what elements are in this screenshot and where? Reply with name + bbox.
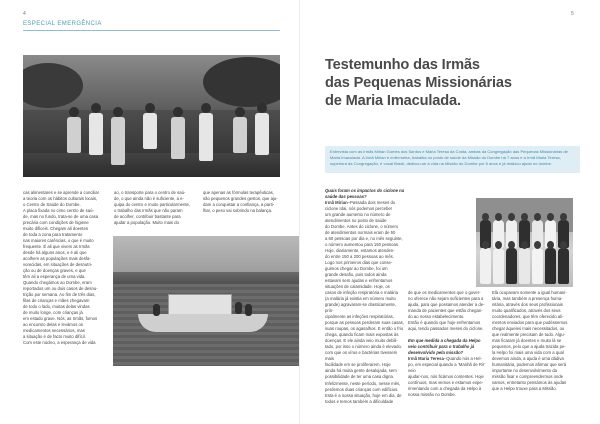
text-line: de muito longe, com crianças já [23, 310, 83, 316]
text-line: todos e temos também a dificuldade [325, 398, 394, 404]
photo-person-head [173, 107, 183, 117]
text-line: que apenas as fórmulas terapêuticas, [203, 190, 274, 195]
right-page-number: 5 [571, 11, 574, 17]
text-line: trição por semana. Ao fim de três dias, [23, 292, 96, 298]
text-line: o Centro de Saúde do Dombe. [23, 202, 81, 208]
text-line: quipa do centro e muito particularmente, [114, 202, 191, 208]
photo-shore [113, 272, 300, 284]
photo-group-face [495, 241, 502, 249]
text-line: do entre 150 a 200 pessoas ao mês. [325, 254, 394, 260]
text-line: Infelizmente, neste período, nesse mês, [325, 380, 401, 386]
text-line: chega, quando ficam mais expostas às [325, 332, 399, 338]
text-line: Com este núcleo, a esperança de vida [23, 340, 96, 346]
text-line: de acolher, contribuir bastante para [114, 214, 181, 220]
text-line: lhar, o peso vai sobrindo na balança. [203, 208, 273, 214]
text-line: –Quando nós a Hel- [443, 356, 482, 362]
photo-boat-river [113, 236, 300, 366]
text-line: contínuos, mas vemos e estamos expe- [408, 380, 484, 386]
text-line: de todo o lado, muitas delas vindas [23, 304, 90, 310]
text-line: acolhem as populações mais desfa- [23, 256, 91, 262]
photo-person-head [91, 103, 101, 113]
photo-person-head [145, 103, 155, 113]
text-line: Logo nos primeiros dias que conse- [325, 260, 393, 266]
photo-group-face [521, 241, 528, 249]
text-line: de, mas no fundo, trata-se de uma casa [23, 214, 99, 220]
text-line: Quando chegámos ao Dombe, eram [23, 280, 92, 286]
text-line: tado, por isso o número ainda é elevado. [325, 344, 403, 350]
text-line: muito difíceis. Chegam ali doentes [23, 226, 88, 232]
photo-food-distribution [23, 55, 280, 177]
photo-group-face [482, 241, 489, 249]
left-column-3 [203, 190, 283, 230]
text-line: nas maiores carências, o que é muito [23, 238, 94, 244]
text-line: a teoria com os hábitos culturais locais, [23, 196, 98, 202]
text-line: frequente. É ali que vivem as Irmãs [23, 244, 90, 250]
text-line: muito qualificados, através dos seus [492, 308, 561, 314]
right-column-1 [325, 188, 405, 416]
text-line: guimos chegar ao Dombe, foi um [325, 266, 388, 272]
text-line: mas ficaram já doentes e muito lá se [492, 338, 562, 344]
photo-person [199, 113, 213, 161]
photo-group-face [508, 241, 515, 249]
text-line: do Dombe. Antes do ciclone, o número [325, 224, 399, 230]
photo-person [143, 113, 157, 149]
interview-question: Quais foram os impactos do ciclone na saúde das pessoas? [325, 188, 405, 200]
text-line: coordenadores, que têm oferecido ali- [492, 314, 564, 320]
photo-group-member [493, 248, 504, 284]
text-line: precária com condições de higiene [23, 220, 89, 226]
text-line: reportados um ou dois casos de desnu- [23, 286, 98, 292]
left-column-1 [23, 190, 104, 410]
text-line: (a malária já existia em número muito [325, 296, 396, 302]
right-column-3 [492, 290, 576, 420]
photo-person-head [113, 107, 123, 117]
photo-group-face [547, 213, 554, 221]
photo-group-face [521, 213, 528, 221]
text-line: po, em especial quando a ‘Manhã de Rir’ veio [408, 362, 486, 374]
header-rule [23, 30, 280, 31]
photo-person [111, 117, 125, 165]
text-line: vorecidas, em situações de desnutri- [23, 262, 93, 268]
text-line: que realmente precisam de tudo. Algu- [492, 332, 566, 338]
text-line: facilidade em se proliferarem. Hoje [325, 362, 391, 368]
text-line: grande) agravaram-se drasticamente, prin- [325, 302, 397, 314]
photo-person [89, 113, 103, 155]
photo-boat-hull [138, 314, 268, 332]
text-line: a situação é de facto muito difícil. [23, 334, 86, 340]
text-line: Hoje, diariamente, estamos atenden- [325, 248, 395, 254]
text-line: porque as pessoas perderam suas casas, [325, 320, 404, 326]
photo-group-face [508, 213, 515, 221]
photo-group-face [560, 241, 567, 249]
text-line: nitária, através dos seus profissionais [492, 302, 563, 308]
text-line: ainda há muita gente desalojada, sem [325, 368, 397, 374]
text-line: tária, mas também a presença huma- [492, 296, 563, 302]
text-line: perdemos duas crianças com edifícios. [325, 386, 399, 392]
text-line: de atendimentos normais eram de 50 [325, 230, 396, 236]
photo-group-member [506, 248, 517, 284]
text-line: manda de pacientes que estão chegan- [408, 308, 483, 314]
interviewee-label: Irmã Mirian [325, 200, 348, 206]
left-column-2 [114, 190, 194, 230]
text-line: pequenos, pelo que a ajuda trazida pe- [492, 344, 566, 350]
photo-group-member [558, 248, 569, 284]
text-line: medicamentos necessários, mas [23, 328, 85, 334]
photo-group-portrait [476, 198, 573, 287]
photo-person-head [201, 103, 211, 113]
text-line: cipalmente as infeções respiratórias, [325, 314, 394, 320]
text-line: possibilidade de ter uma casa digna. [325, 374, 394, 380]
text-line: no oferece não sejam suficientes para a [408, 296, 484, 302]
text-line: la Helpo foi mais uma vida com a qual [492, 350, 564, 356]
text-line: Então é quando que hoje enfrentamos [408, 320, 481, 326]
article-title [325, 56, 585, 111]
text-line: humanitária, podemos afirmar que será [492, 362, 567, 368]
text-line: chegar àqueles mais necessitados, ou [492, 326, 565, 332]
photo-person [255, 113, 269, 155]
photo-person-head [257, 103, 267, 113]
text-line: –Passada dois meses do [347, 200, 396, 206]
right-page [300, 0, 600, 424]
text-line: Esta é a nossa situação, hoje em dia, de [325, 392, 402, 398]
photo-group-face [482, 213, 489, 221]
text-line: a 60 pessoas por dia e, no mês seguinte, [325, 236, 403, 242]
text-line: em estado grave. Nós, as Irmãs, fomos [23, 316, 98, 322]
photo-person-head [235, 107, 245, 117]
text-line: ção ou de doenças graves, e que [23, 268, 86, 274]
text-line: grande desafio, pois todos ainda [325, 272, 387, 278]
photo-group-member [519, 248, 530, 284]
photo-group-member [480, 248, 491, 284]
text-line: ao encontro delas e levámos os [23, 322, 84, 328]
text-line: importante no desenvolvimento da [492, 368, 557, 374]
text-line: Elà ocupavam somente a igual humani- [492, 290, 567, 295]
photo-group-member [532, 248, 543, 284]
photo-group-face [534, 213, 541, 221]
text-line: nossa missão no Dombe. [408, 392, 456, 398]
photo-person [235, 302, 242, 314]
photo-person [171, 117, 185, 159]
text-line: mentos enviados para que pudéssemos [492, 320, 568, 326]
article-title-line: das Pequenas Missionárias [325, 75, 512, 92]
text-line: dam a conquistar a confiança, a parti- [203, 202, 275, 208]
text-line: missão fixar e compreendermos onde [492, 374, 564, 380]
text-line: estavam sem ajudas e enfrentamos [325, 278, 393, 284]
photo-group-face [547, 241, 554, 249]
article-title-line: Testemunho das Irmãs [325, 57, 480, 73]
text-line: o trabalho das Irmãs que não param [114, 208, 183, 214]
running-header: ESPECIAL EMERGÊNCIA [23, 21, 102, 27]
intro-text: Entrevista com as Irmãs Mirian Gomes dos Santos e Maria Teresa da Costa, ambas da Congregação das Pequenas Missionárias de Maria Imaculada. A Irmã Mirian é enfermeira, trabalha no posto de saúde da Missão do Dombe há 7 anos e a Irmã Maria Teresa, superiora da Congregação, é vocal Brasil, dedicou-se à vida na Missão do Dombe por 6 anos e já realizou ajuda no dombe. [330, 149, 568, 166]
text-line: casos de infeção respiratória e malária [325, 290, 398, 296]
photo-group-face [495, 213, 502, 221]
text-line: atendimentos no posto de saúde [325, 218, 387, 224]
text-line: um grande aumento no número de [325, 212, 391, 218]
text-line: ciclone Idai, nós podemos perceber [325, 206, 393, 212]
interviewee-label: Irmã Maria Teresa [408, 356, 444, 362]
text-line: têm ali a esperança de uma vida. [23, 274, 86, 280]
photo-person [233, 117, 247, 153]
text-line: situações de calamidade. Hoje, os [325, 284, 390, 290]
left-page-number: 4 [23, 11, 26, 17]
text-line: vamos, entretanto pensámos às ajudas [492, 380, 567, 386]
text-line: de toda a zona para tratamento [23, 232, 83, 238]
photo-person [245, 304, 252, 316]
article-title-line: de Maria Imaculada. [325, 93, 461, 110]
interview-question: Em que medida a chegada da Helpo veio contribuir para o trabalho já desenvolvido pela missão? [408, 338, 481, 356]
photo-person [67, 117, 81, 153]
text-line: ao, o transporte para o centro de saú- [114, 190, 186, 195]
text-line: que a Helpo trouxe para a Missão. [492, 386, 557, 392]
text-line: do ao nosso estabelecimento. [408, 314, 465, 320]
text-line: ajuda, para que possamos atender a de- [408, 302, 485, 308]
text-line: desde há alguns anos, e é ali que [23, 250, 87, 256]
text-line: com que os vírus e bactérias tivessem mais [325, 350, 398, 362]
photo-ground [23, 153, 280, 177]
text-line: o número aumentou para 150 pessoas. [325, 242, 400, 248]
text-line: filas de crianças e mães chegavam [23, 298, 90, 304]
photo-person [153, 304, 160, 316]
right-column-2 [408, 290, 488, 400]
text-line: devemos ainda, a ajuda é uma dádiva [492, 356, 564, 362]
photo-group-member [545, 248, 556, 284]
text-line: suas roupas, os agasalhos. E então o frio [325, 326, 404, 332]
photo-person-head [69, 107, 79, 117]
text-line: são pequenos grandes gestos, que aju- [203, 196, 278, 202]
photo-group-face [560, 213, 567, 221]
text-line: cas alimentares e se aprende a conciliar [23, 190, 100, 195]
text-line: ajudar-nos, nós ficámos contentes. Hoje [408, 374, 484, 380]
text-line: de, o que ainda não é suficiente, a e- [114, 196, 184, 202]
text-line: aqui, tendo passados meses do ciclone. [408, 326, 484, 332]
text-line: doenças. E ele ainda veio muito debili- [325, 338, 398, 344]
intro-box [325, 146, 580, 173]
text-line: A placa fixada no cimo centro de saú- [23, 208, 94, 214]
photo-group-face [534, 241, 541, 249]
text-line: de que os medicamentos que o gover- [408, 290, 481, 295]
text-line: ajudar a população. Muito mais do [114, 220, 179, 226]
text-line: rimentando com a chegada da Helpo à [408, 386, 482, 392]
